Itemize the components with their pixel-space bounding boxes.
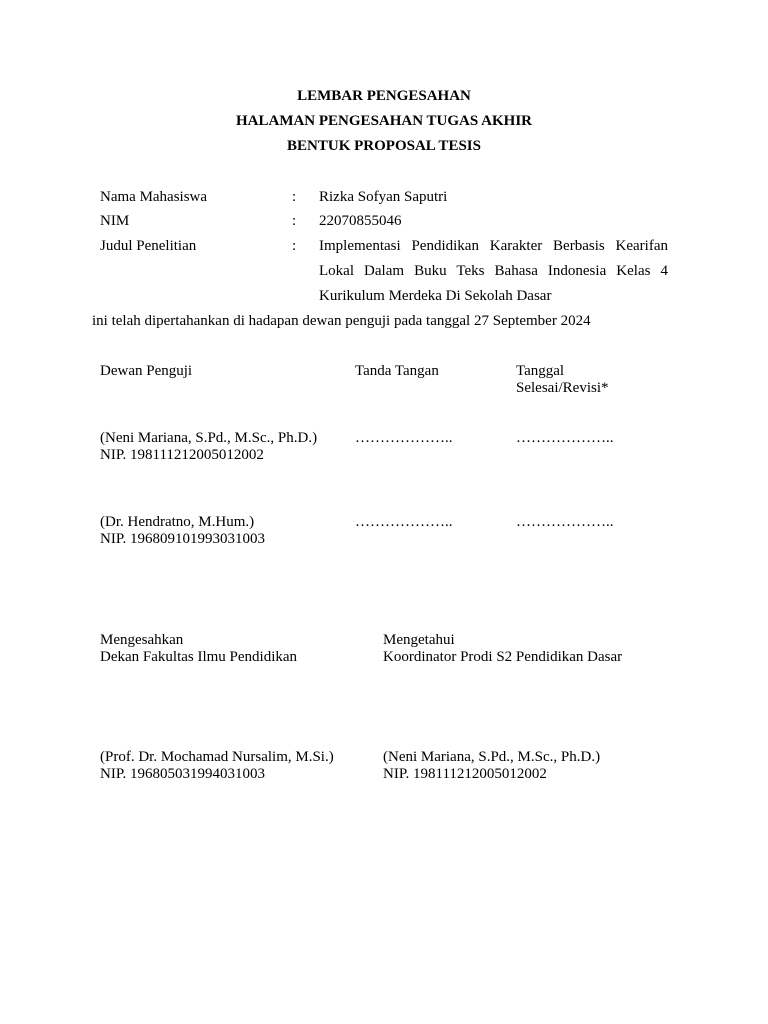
examiner-1-nip: NIP. 198111212005012002 [100, 447, 264, 463]
page-subtitle-2: BENTUK PROPOSAL TESIS [287, 138, 481, 154]
examiner-1-date-line: ……………….. [516, 430, 614, 446]
examiner-board-header: Dewan Penguji [100, 363, 193, 379]
examiner-2-date-line: ……………….. [516, 514, 614, 530]
approval-left-position: Dekan Fakultas Ilmu Pendidikan [100, 649, 298, 665]
signature-header: Tanda Tangan [355, 363, 439, 379]
approval-right-position: Koordinator Prodi S2 Pendidikan Dasar [383, 649, 623, 665]
name-colon: : [292, 189, 297, 205]
approval-left-nip: NIP. 196805031994031003 [100, 766, 266, 782]
nim-colon: : [292, 213, 297, 229]
page-title: LEMBAR PENGESAHAN [297, 88, 471, 104]
examiner-1-name: (Neni Mariana, S.Pd., M.Sc., Ph.D.) [100, 430, 318, 446]
examiner-2-signature-line: ……………….. [355, 514, 453, 530]
nim-value: 22070855046 [319, 213, 402, 229]
approval-right-nip: NIP. 198111212005012002 [383, 766, 547, 782]
nim-label: NIM [100, 213, 130, 229]
name-value: Rizka Sofyan Saputri [319, 189, 448, 205]
page-subtitle: HALAMAN PENGESAHAN TUGAS AKHIR [235, 113, 532, 129]
examiner-2-nip: NIP. 196809101993031003 [100, 531, 266, 547]
judul-colon: : [292, 238, 297, 254]
date-header-line-1: Tanggal [516, 363, 565, 379]
judul-label: Judul Penelitian [100, 238, 197, 254]
judul-line-3: Kurikulum Merdeka Di Sekolah Dasar [319, 288, 552, 304]
defense-statement: ini telah dipertahankan di hadapan dewan penguji pada tanggal 27 September 2024 [92, 313, 591, 329]
judul-line-2: Lokal Dalam Buku Teks Bahasa Indonesia Kelas 4 [319, 263, 668, 279]
date-header-line-2: Selesai/Revisi* [516, 380, 609, 396]
approval-left-heading: Mengesahkan [100, 632, 184, 648]
examiner-2-name: (Dr. Hendratno, M.Hum.) [100, 514, 255, 530]
judul-line-1: Implementasi Pendidikan Karakter Berbasis Kearifan [319, 238, 668, 254]
approval-left-name: (Prof. Dr. Mochamad Nursalim, M.Si.) [100, 749, 334, 765]
examiner-1-signature-line: ……………….. [355, 430, 453, 446]
approval-right-heading: Mengetahui [383, 632, 455, 648]
name-label: Nama Mahasiswa [100, 189, 208, 205]
approval-right-name: (Neni Mariana, S.Pd., M.Sc., Ph.D.) [383, 749, 601, 765]
